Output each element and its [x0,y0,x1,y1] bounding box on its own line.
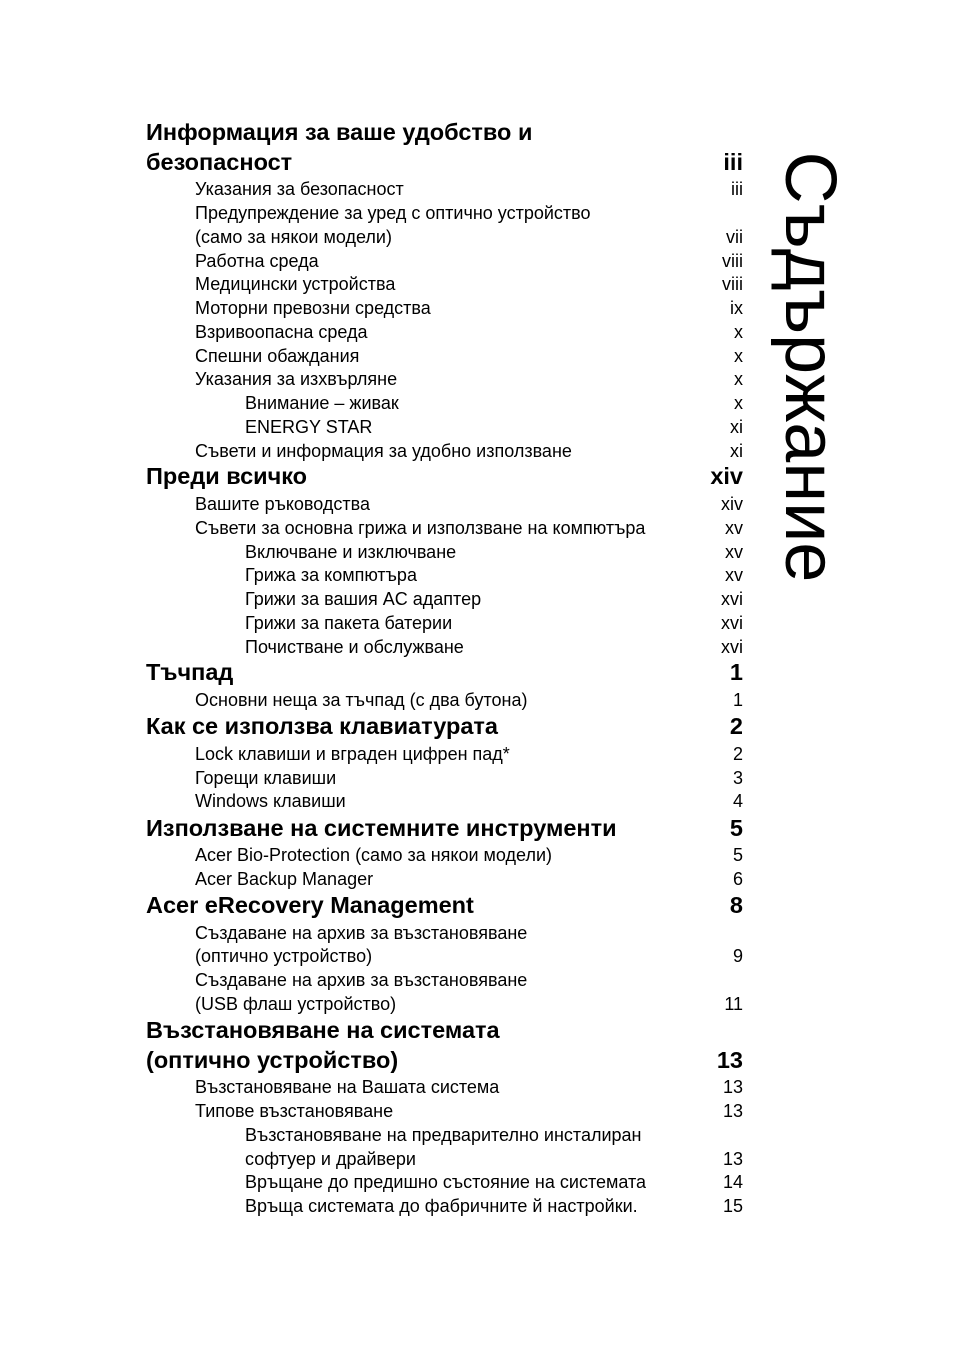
toc-entry-page: 1 [732,690,743,710]
toc-entry-page: xv [725,542,743,562]
toc-entry-title: Типове възстановяване [195,1101,394,1121]
toc-entry-title: Създаване на архив за възстановяване [195,970,528,990]
toc-entry-page: 15 [722,1196,743,1216]
toc-entry-title: Работна среда [195,251,319,271]
toc-entry-page: 4 [732,791,743,811]
side-title: Съдържание [770,151,850,583]
toc-entry-page: xvi [721,613,743,633]
toc-entry-page: 2 [732,744,743,764]
toc-entry-title: Възстановяване на системата [146,1017,500,1043]
toc-entry-title: Указания за изхвърляне [195,369,398,389]
toc-entry-page: xiv [710,463,743,489]
toc-entry-title: Включване и изключване [245,542,457,562]
toc-entry-page: vii [726,227,743,247]
toc-entry-title: Моторни превозни средства [195,298,431,318]
toc-entry-page: 5 [729,815,743,841]
toc-entry-title: Спешни обаждания [195,346,360,366]
toc-entry-title: (USB флаш устройство) [195,994,397,1014]
toc-entry-title: Медицински устройства [195,274,396,294]
toc-entry-title: Грижи за пакета батерии [245,613,453,633]
toc-entry-title: Acer eRecovery Management [146,892,474,918]
toc-entry-page: 13 [716,1047,743,1073]
toc-entry-page: xvi [721,637,743,657]
toc-entry-title: Използване на системните инструменти [146,815,617,841]
toc-entry-page: xvi [721,589,743,609]
toc-entry-title: (оптично устройство) [195,946,373,966]
toc-entry-title: безопасност [146,149,293,175]
toc-entry-title: Грижа за компютъра [245,565,417,585]
toc-entry-page: 13 [722,1149,743,1169]
toc-entry-page: 8 [729,892,743,918]
toc-entry-page: 2 [729,713,743,739]
toc-entry-page: x [734,393,743,413]
toc-entry-page: xiv [721,494,743,514]
toc-entry-page: 3 [732,768,743,788]
toc-entry-title: софтуер и драйвери [245,1149,416,1169]
toc-entry-title: Вашите ръководства [195,494,371,514]
toc-entry-page: 13 [722,1077,743,1097]
toc-entry-page: ix [730,298,743,318]
toc-entry-page: xv [725,565,743,585]
toc-entry-title: (само за някои модели) [195,227,392,247]
toc-entry-title: Основни неща за тъчпад (с два бутона) [195,690,528,710]
toc-entry-title: Възстановяване на Вашата система [195,1077,500,1097]
toc-entry-title: Съвети и информация за удобно използване [195,441,572,461]
toc-entry-page: 11 [724,994,743,1014]
toc-entry-title: (оптично устройство) [146,1047,399,1073]
toc-entry-page: 1 [729,659,743,685]
toc-entry-title: Съвети за основна грижа и използване на компютъра [195,518,646,538]
toc-entry-title: Указания за безопасност [195,179,404,199]
toc-entry-title: Lock клавиши и вграден цифрен пад* [195,744,510,764]
toc-entry-title: Грижи за вашия AC адаптер [245,589,482,609]
toc-entry-title: Acer Bio-Protection (само за някои модели) [195,845,553,865]
toc-entry-page: xi [730,417,743,437]
toc-entry-title: Създаване на архив за възстановяване [195,923,528,943]
toc-entry-title: Информация за ваше удобство и [146,119,533,145]
toc-entry-page: 14 [722,1172,743,1192]
toc-entry-page: xv [725,518,743,538]
toc-entry-title: Възстановяване на предварително инсталиран [245,1125,642,1145]
toc-entry-title: Връща системата до фабричните й настройки. [245,1196,638,1216]
toc-entry-page: viii [722,274,743,294]
toc-entry-page: x [734,346,743,366]
toc-entry-page: 6 [732,869,743,889]
toc-entry-title: Тъчпад [146,659,234,685]
toc-entry-page: 9 [732,946,743,966]
toc-entry-title: Почистване и обслужване [245,637,464,657]
toc-entry-title: Acer Backup Manager [195,869,374,889]
toc-entry-title: ENERGY STAR [245,417,373,437]
toc-entry-page: 13 [722,1101,743,1121]
toc-entry-page: 5 [732,845,743,865]
toc-entry-page: x [734,369,743,389]
toc-entry-title: Windows клавиши [195,791,346,811]
toc-entry-title: Горещи клавиши [195,768,337,788]
toc-entry-title: Взривоопасна среда [195,322,368,342]
toc-entry-title: Как се използва клавиатурата [146,713,498,739]
toc-entry-page: x [734,322,743,342]
toc-entry-title: Преди всичко [146,463,308,489]
toc-entry-page: iii [731,179,743,199]
toc-entry-title: Внимание – живак [245,393,399,413]
toc-entry-page: iii [723,149,743,175]
toc-entry-page: viii [722,251,743,271]
toc-entry-title: Предупреждение за уред с оптично устройство [195,203,591,223]
toc-entry-title: Връщане до предишно състояние на системата [245,1172,647,1192]
toc-entry-page: xi [730,441,743,461]
